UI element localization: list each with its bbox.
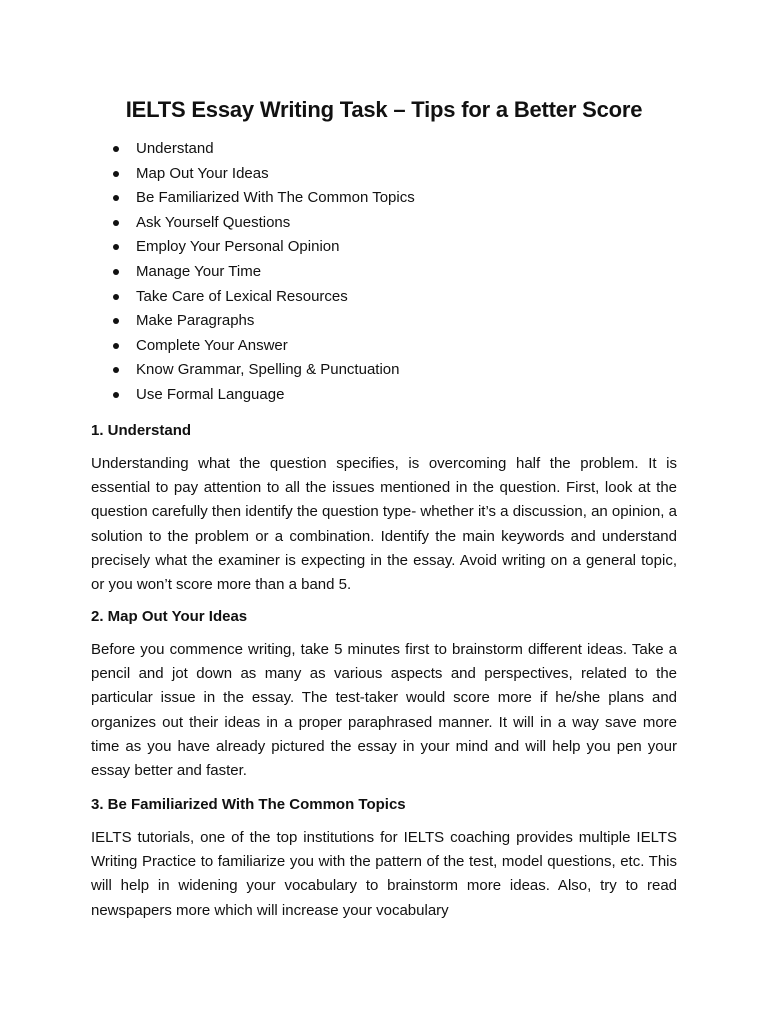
bullet-dot-icon [113, 392, 119, 398]
bullet-text: Manage Your Time [136, 262, 262, 280]
bullet-item [113, 186, 673, 211]
bullet-item [113, 309, 673, 334]
bullet-item [113, 235, 673, 260]
bullet-item [113, 211, 673, 236]
bullet-dot-icon [113, 343, 119, 349]
bullet-text: Take Care of Lexical Resources [136, 287, 348, 305]
bullet-text: Be Familiarized With The Common Topics [136, 189, 415, 207]
bullet-text: Complete Your Answer [136, 336, 288, 354]
bullet-dot-icon [113, 195, 119, 201]
bullet-dot-icon [113, 294, 119, 300]
document-title: IELTS Essay Writing Task – Tips for a Better Score [125, 97, 643, 122]
bullet-text: Make Paragraphs [136, 312, 255, 330]
section-heading-common-topics: 3. Be Familiarized With The Common Topics [91, 796, 406, 813]
bullet-dot-icon [113, 269, 119, 275]
bullet-text: Map Out Your Ideas [136, 164, 269, 182]
bullet-text: Use Formal Language [136, 385, 285, 403]
bullet-item [113, 285, 673, 310]
bullet-dot-icon [113, 367, 119, 373]
bullet-dot-icon [113, 220, 119, 226]
bullet-dot-icon [113, 171, 119, 177]
bullet-item [113, 137, 673, 162]
section-body-understand: Understanding what the question specifies, is overcoming half the problem. It is essential to pay attention to all the issues mentioned in the question. First, look at the question carefully then identify the question type- whether it’s a discussion, an opinion, a solution to the problem or a combination. Identify the main keywords and understand precisely what the examiner is expecting in the essay. Avoid writing on a general topic, or you won’t score more than a band 5. [91, 455, 677, 594]
bullet-item [113, 383, 673, 408]
section-body-common-topics: IELTS tutorials, one of the top institutions for IELTS coaching provides multiple IELTS Writing Practice to familiarize you with the pattern of the test, model questions, etc. This will help in widening your vocabulary to brainstorm more ideas. Also, try to read newspapers more which will increase your vocabulary [91, 829, 677, 919]
bullet-item [113, 162, 673, 187]
bullet-dot-icon [113, 244, 119, 250]
bullet-item [113, 358, 673, 383]
bullet-text: Employ Your Personal Opinion [136, 238, 340, 256]
bullet-dot-icon [113, 146, 119, 152]
bullet-dot-icon [113, 318, 119, 324]
bullet-text: Know Grammar, Spelling & Punctuation [136, 361, 400, 379]
bullet-text: Ask Yourself Questions [136, 213, 291, 231]
section-heading-understand: 1. Understand [91, 422, 192, 439]
section-heading-map-out-ideas: 2. Map Out Your Ideas [91, 608, 248, 625]
section-body-map-out-ideas: Before you commence writing, take 5 minutes first to brainstorm different ideas. Take a pencil and jot down as many as various aspects and perspectives, related to the particular issue in the essay. The test-taker would score more if he/she plans and organizes out their ideas in a proper paraphrased manner. It will in a way save more time as you have already pictured the essay in your mind and will help you pen your essay better and faster. [91, 641, 677, 780]
tips-bullet-list [113, 137, 673, 408]
bullet-item [113, 260, 673, 285]
bullet-text: Understand [136, 140, 214, 157]
bullet-item [113, 334, 673, 359]
